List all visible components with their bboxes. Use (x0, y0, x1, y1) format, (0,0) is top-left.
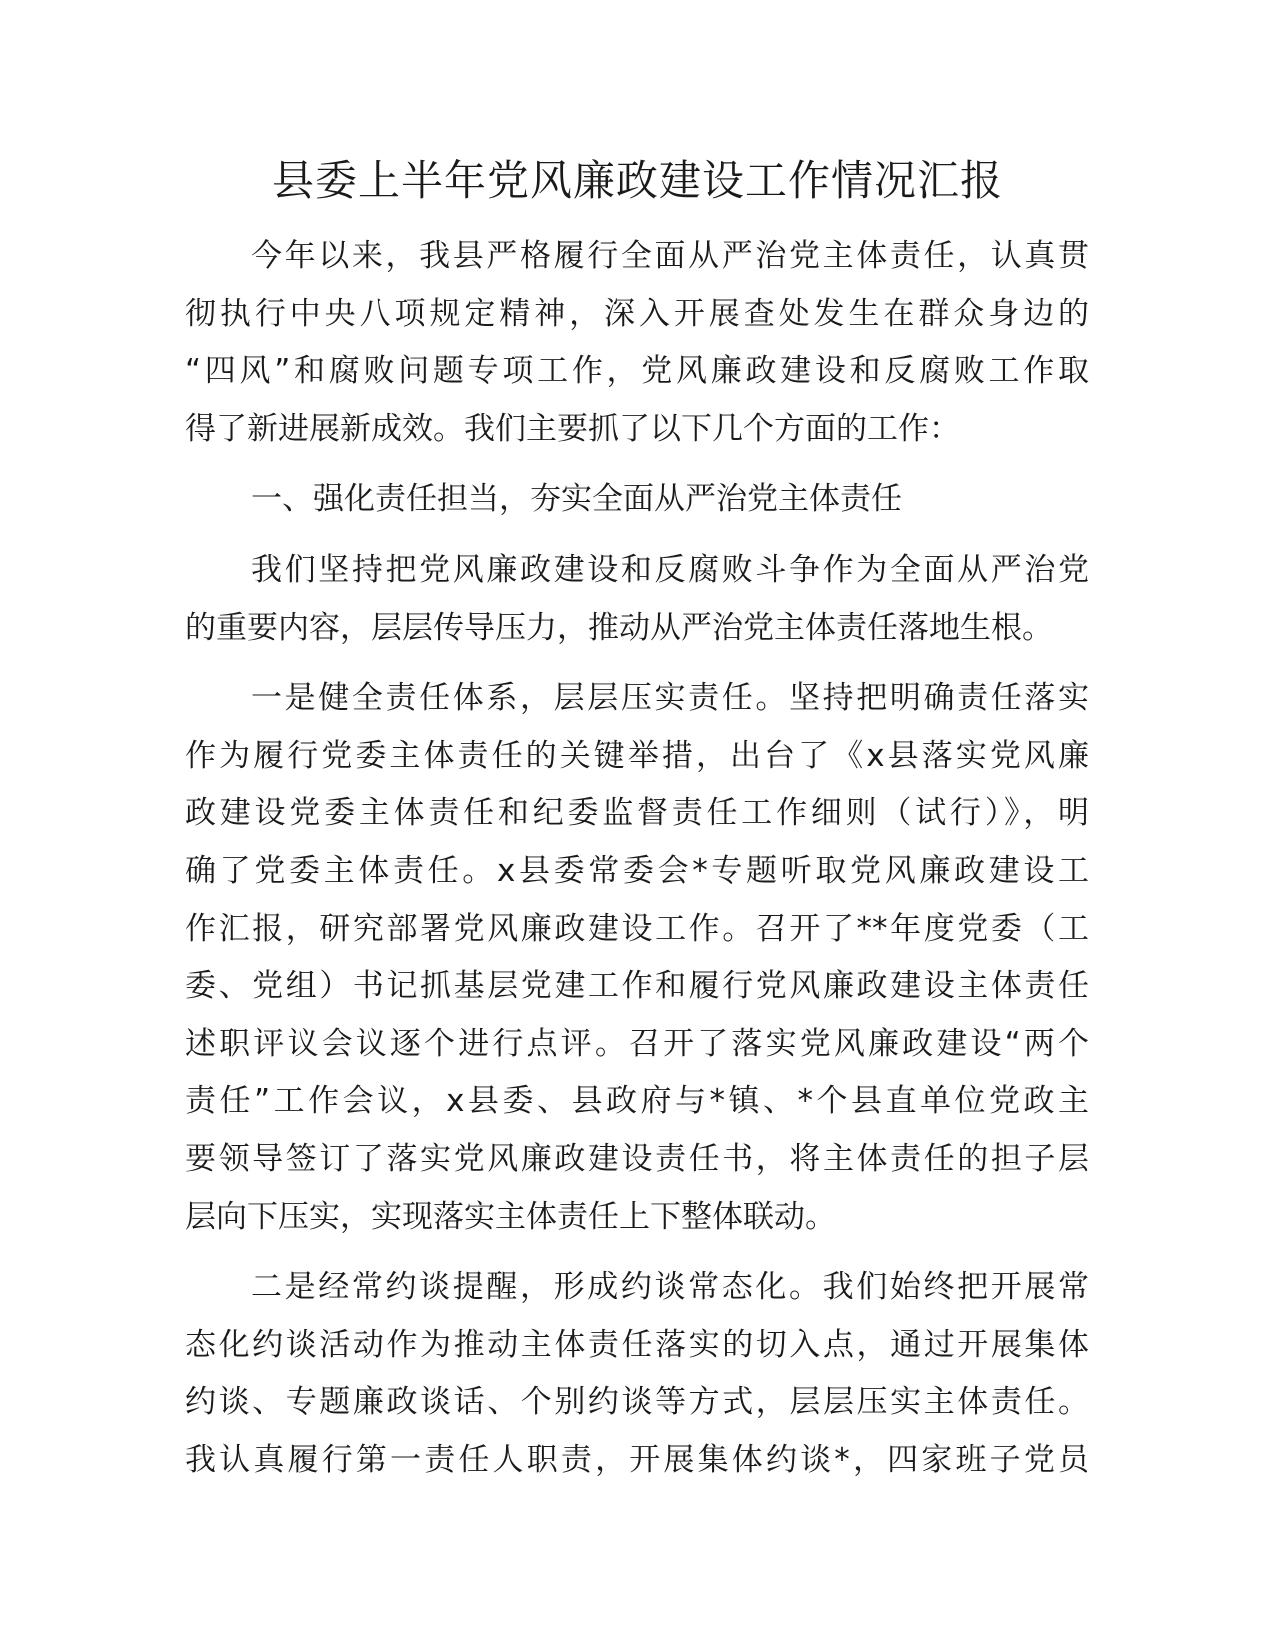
text-line: 二是经常约谈提醒，形成约谈常态化。我们始终把开展常 (251, 1269, 1089, 1306)
section-heading-text: 一、强化责任担当，夯实全面从严治党主体责任 (251, 481, 902, 518)
text-line: 态化约谈活动作为推动主体责任落实的切入点，通过开展集体 (185, 1326, 1089, 1363)
paragraph-point-one (185, 670, 1089, 1246)
text-line: 层向下压实，实现落实主体责任上下整体联动。 (185, 1198, 836, 1235)
text-line: 今年以来，我县严格履行全面从严治党主体责任，认真贯 (251, 238, 1089, 274)
text-line: 彻执行中央八项规定精神，深入开展查处发生在群众身边的 (185, 295, 1089, 332)
text-line: 责任”工作会议，x县委、县政府与*镇、*个县直单位党政主 (185, 1083, 1089, 1120)
text-line: 委、党组）书记抓基层党建工作和履行党风廉政建设主体责任 (185, 968, 1089, 1005)
text-line: 我认真履行第一责任人职责，开展集体约谈*，四家班子党员 (185, 1441, 1089, 1478)
paragraph-point-two (185, 1259, 1089, 1489)
text-line: 约谈、专题廉政谈话、个别约谈等方式，层层压实主体责任。 (185, 1384, 1089, 1421)
document-body (185, 228, 1089, 1489)
section-heading (185, 471, 1089, 529)
paragraph-intro (185, 228, 1089, 458)
text-line: 要领导签订了落实党风廉政建设责任书，将主体责任的担子层 (185, 1140, 1089, 1177)
text-line: 作汇报，研究部署党风廉政建设工作。召开了**年度党委（工 (185, 910, 1089, 947)
text-line: 政建设党委主体责任和纪委监督责任工作细则（试行）》，明 (185, 795, 1089, 832)
text-line: 述职评议会议逐个进行点评。召开了落实党风廉政建设“两个 (185, 1025, 1089, 1062)
text-line: 一是健全责任体系，层层压实责任。坚持把明确责任落实 (251, 680, 1089, 717)
paragraph-section-intro (185, 542, 1089, 657)
text-line: “四风”和腐败问题专项工作，党风廉政建设和反腐败工作取 (185, 353, 1089, 390)
text-line: 的重要内容，层层传导压力，推动从严治党主体责任落地生根。 (185, 609, 1053, 646)
text-line: 得了新进展新成效。我们主要抓了以下几个方面的工作： (185, 410, 960, 447)
text-line: 确了党委主体责任。x县委常委会*专题听取党风廉政建设工 (185, 852, 1089, 889)
text-line: 作为履行党委主体责任的关键举措，出台了《x县落实党风廉 (185, 737, 1089, 774)
document-title: 县委上半年党风廉政建设工作情况汇报 (271, 156, 1003, 205)
text-line: 我们坚持把党风廉政建设和反腐败斗争作为全面从严治党 (251, 551, 1089, 588)
